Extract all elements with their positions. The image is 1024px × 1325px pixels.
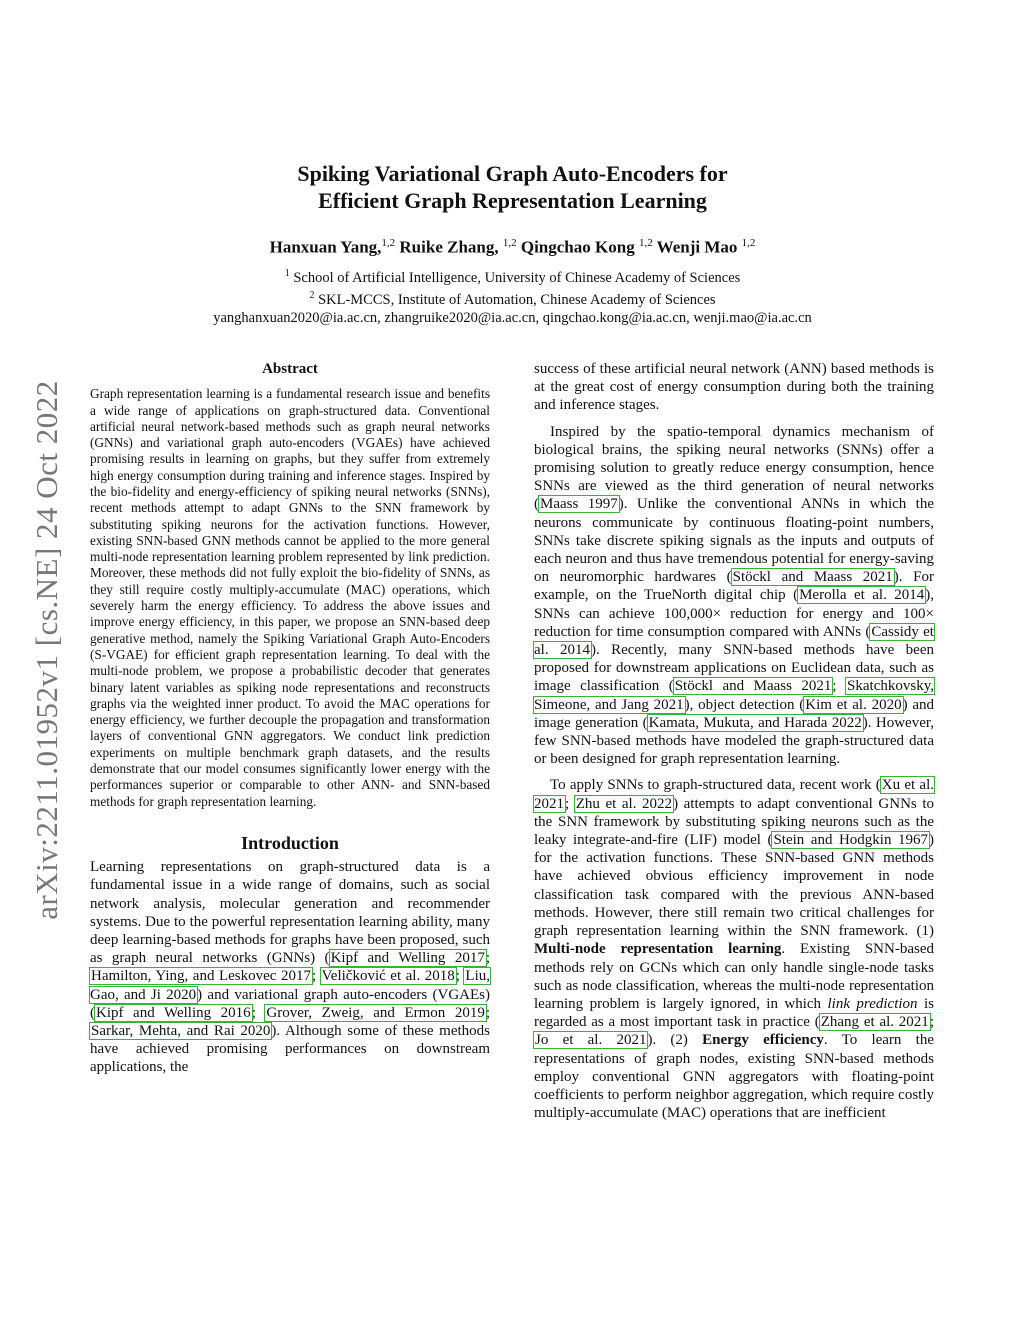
citation-link[interactable]: Hamilton, Ying, and Leskovec 2017 [91, 968, 311, 985]
citation-separator: ; [485, 950, 491, 967]
author-affil-marker: 1,2 [502, 237, 517, 249]
paper-header [90, 160, 935, 328]
body-text: ). (2) [647, 1032, 703, 1049]
body-text: Inspired by the spatio-temporal dynamics mechanism of biological brains, the spiking neural networks (SNNs) offer a promising solution to greatly reduce energy consumption, hence SNNs are viewed as the third generation of neural networks ( [534, 423, 934, 513]
affiliation-marker: 1 [284, 267, 290, 279]
body-text: ) and image generation ( [534, 696, 935, 731]
citation-link[interactable]: Maass 1997 [540, 496, 618, 513]
intro-paragraph [90, 858, 490, 1076]
citation-link[interactable]: Sarkar, Mehta, and Rai 2020 [91, 1022, 271, 1039]
author-name: Ruike Zhang, [399, 237, 499, 257]
citation-link[interactable]: Kipf and Welling 2017 [330, 950, 485, 967]
citation-link[interactable]: Kamata, Mukuta, and Harada 2022 [648, 714, 862, 731]
author-affil-marker: 1,2 [741, 237, 756, 249]
body-paragraph: success of these artificial neural network (ANN) based methods is at the great cost of energy consumption during both the training and inference stages. [534, 361, 934, 414]
citation-link[interactable]: Stöckl and Maass 2021 [732, 569, 893, 586]
citation-link[interactable]: Zhang et al. 2021 [820, 1014, 929, 1031]
body-paragraph [534, 776, 934, 1122]
author-name: Wenji Mao [656, 237, 738, 257]
body-paragraph [534, 423, 934, 769]
body-text: ), object detection ( [684, 696, 805, 713]
italic-term: link prediction [827, 995, 918, 1012]
abstract-heading: Abstract [262, 361, 318, 377]
citation-separator: ; [251, 1004, 266, 1021]
author-name: Hanxuan Yang, [269, 237, 382, 257]
abstract-text: Graph representation learning is a fundamental research issue and benefits a wide range of applications on graph-structured data. Conventional artificial neural network-based methods such as graph neural networks (GNNs) and variational graph auto-encoders (VGAEs) have achieved promising results in learning on graphs, but they suffer from extremely high energy consumption during training and inference stages. Inspired by the bio-fidelity and energy-efficiency of spiking neural networks (SNNs), recent methods attempt to adapt GNNs to the SNN framework by substituting spiking neurons for the activation functions. However, existing SNN-based GNN methods cannot be applied to the more general multi-node representation learning problem represented by link prediction. Moreover, these methods did not fully exploit the bio-fidelity of SNNs, as they still require costly multiply-accumulate (MAC) operations, which severely harm the energy efficiency. To address the above issues and improve energy efficiency, in this paper, we propose an SNN-based deep generative method, namely the Spiking Variational Graph Auto-Encoders (S-VGAE) for efficient graph representation learning. To deal with the multi-node problem, we propose a probabilistic decoder that generates binary latent variables as spiking node representations and reconstructs graphs via the weighted inner product. To avoid the MAC operations for energy efficiency, we further decouple the propagation and transformation layers of conventional GNN aggregators. We conduct link prediction experiments on multiple benchmark graph datasets, and the results demonstrate that our model consumes significantly lower energy with the performances superior or comparable to other ANN- and SNN-based methods for graph representation learning. [90, 386, 490, 809]
body-text: ) for the activation functions. These SNN-based GNN methods have achieved obvious efficiency improvement in node classification task compared with the previous ANN-based methods. However, there still remain two critical challenges for graph representation learning within the SNN framework. (1) [534, 832, 934, 940]
intro-text: ) and variational graph auto-encoders (VGAEs) ( [90, 986, 490, 1021]
affiliation-text: School of Artificial Intelligence, University of Chinese Academy of Sciences [293, 269, 741, 286]
citation-separator: ; [565, 795, 575, 812]
body-text: ). Unlike the conventional ANNs in which the neurons communicate by continuous floating-point numbers, SNNs take discrete spiking signals as the inputs and outputs of each neuron and thus have tremendous potential for energy-saving on neuromorphic hardwares ( [534, 496, 935, 586]
citation-separator: ; [485, 1004, 491, 1021]
arxiv-watermark [22, 350, 72, 950]
citation-link[interactable]: Veličković et al. 2018 [321, 968, 455, 985]
citation-link[interactable]: Liu, Gao, and Ji 2020 [90, 968, 490, 1003]
affiliation-line [90, 287, 935, 309]
citation-link[interactable]: Kim et al. 2020 [805, 696, 902, 713]
author-emails: yanghanxuan2020@ia.ac.cn, zhangruike2020@ia.ac.cn, qingchao.kong@ia.ac.cn, wenji.mao@ia.ac.cn [213, 310, 812, 327]
citation-separator: ; [832, 678, 847, 695]
left-column [90, 360, 490, 1077]
body-text: ), SNNs can achieve 100,000× reduction for energy and 100× reduction for time consumption compared with ANNs ( [534, 587, 934, 640]
bold-term: Multi-node representation learning [534, 941, 782, 958]
intro-text: Learning representations on graph-structured data is a fundamental issue in a wide range of domains, such as social network analysis, molecular generation and recommender systems. Due to the powerful representation learning ability, many deep learning-based methods for graphs have been proposed, such as graph neural networks (GNNs) ( [90, 859, 490, 967]
citation-link[interactable]: Cassidy et al. 2014 [534, 623, 934, 659]
affiliations [90, 265, 935, 328]
affiliation-line [90, 265, 935, 287]
body-text: is regarded as a most important task in practice ( [534, 995, 934, 1031]
author-name: Qingchao Kong [520, 237, 635, 257]
body-text: ). However, few SNN-based methods have modeled the graph-structured data or been designed for graph representation learning. [534, 714, 934, 768]
citation-link[interactable]: Grover, Zweig, and Ermon 2019 [266, 1004, 485, 1021]
citation-link[interactable]: Stöckl and Maass 2021 [674, 678, 832, 695]
citation-link[interactable]: Jo et al. 2021 [535, 1032, 647, 1049]
citation-link[interactable]: Merolla et al. 2014 [799, 587, 925, 604]
title-line-1: Spiking Variational Graph Auto-Encoders for [297, 161, 728, 186]
citation-separator: ; [455, 968, 465, 985]
intro-text: ). Although some of these methods have achieved promising performances on downstream applications, the [90, 1022, 490, 1076]
affiliation-text: SKL-MCCS, Institute of Automation, Chinese Academy of Sciences [318, 291, 716, 308]
paper-title [90, 160, 935, 214]
body-text: ). For example, on the TrueNorth digital chip ( [534, 569, 934, 604]
author-affil-marker: 1,2 [381, 237, 396, 249]
citation-separator: ; [929, 1014, 934, 1031]
citation-link[interactable]: Kipf and Welling 2016 [96, 1004, 251, 1021]
paragraph-gap [534, 768, 934, 776]
affiliation-marker: 2 [309, 289, 315, 301]
body-text: . To learn the representations of graph nodes, existing SNN-based methods employ conventional GNN aggregators with floating-point coefficients to perform neighbor aggregation, which require costly multiply-accumulate (MAC) operations that are inefficient [534, 1032, 934, 1122]
right-column [534, 360, 934, 1122]
citation-link[interactable]: Zhu et al. 2022 [575, 795, 673, 812]
paragraph-gap [534, 415, 934, 423]
body-text: To apply SNNs to graph-structured data, recent work ( [550, 777, 881, 794]
citation-link[interactable]: Stein and Hodgkin 1967 [773, 832, 928, 849]
citation-link[interactable]: Xu et al. 2021 [534, 777, 934, 812]
citation-link[interactable]: Skatchkovsky, Simeone, and Jang 2021 [534, 678, 934, 713]
author-affil-marker: 1,2 [638, 237, 653, 249]
body-text: . Existing SNN-based methods rely on GCNs which can only handle single-node tasks such as node classification, whereas the multi-node representation learning problem is largely ignored, in which [534, 941, 934, 1012]
citation-separator: ; [311, 968, 321, 985]
body-text: ). Recently, many SNN-based methods have been proposed for downstream applications on Euclidean data, such as image classification ( [534, 642, 934, 695]
body-text: ) attempts to adapt conventional GNNs to the SNN framework by substituting spiking neurons such as the leaky integrate-and-fire (LIF) model ( [534, 795, 934, 849]
author-list [90, 232, 935, 259]
bold-term: Energy efficiency [702, 1032, 824, 1049]
title-line-2: Efficient Graph Representation Learning [318, 188, 707, 213]
introduction-heading: Introduction [241, 832, 339, 853]
arxiv-id: arXiv:2211.01952v1 [cs.NE] 24 Oct 2022 [29, 380, 65, 920]
